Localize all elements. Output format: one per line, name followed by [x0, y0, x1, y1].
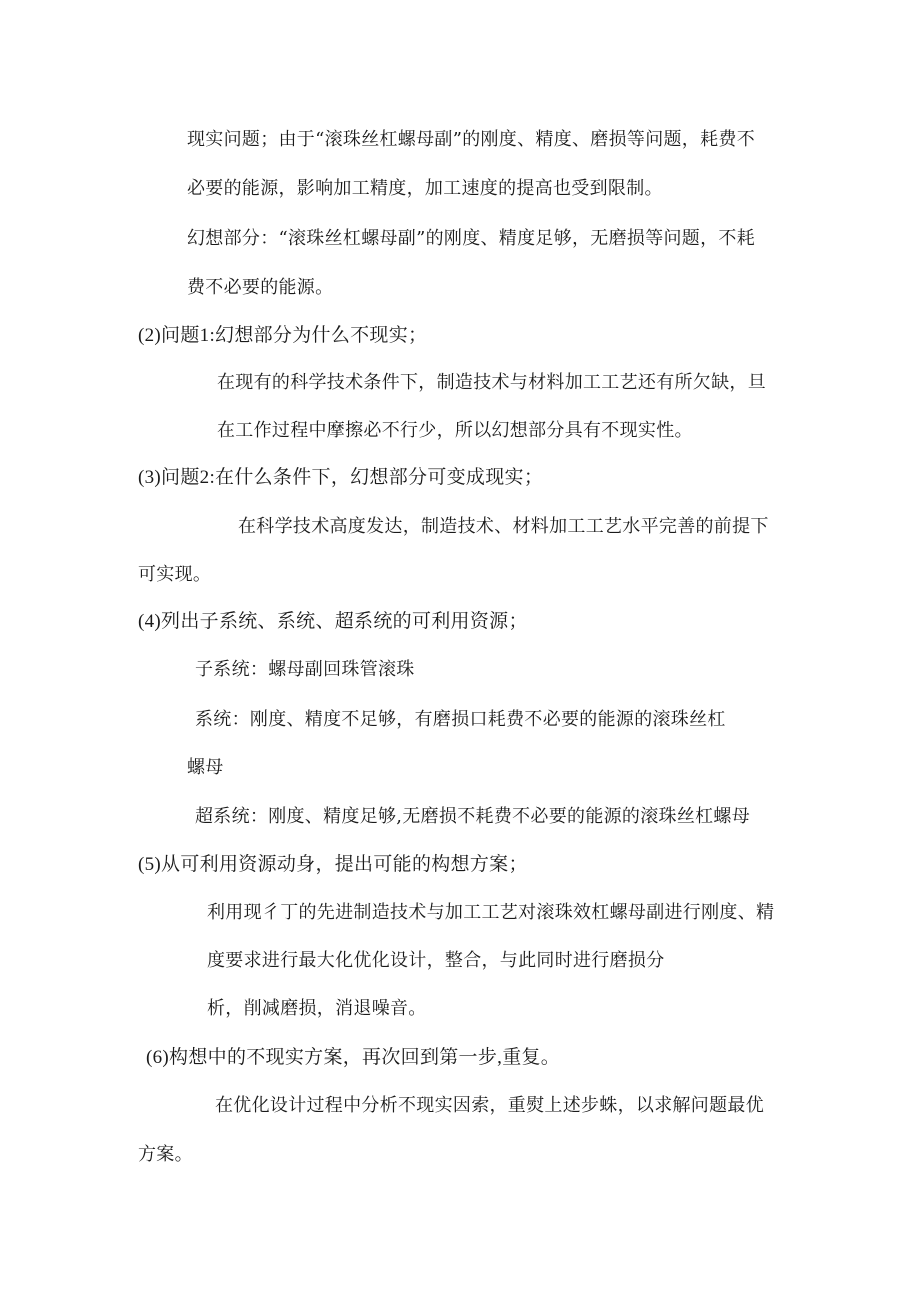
paragraph-line: 利用现彳丁的先进制造技术与加工工艺对滚珠效杠螺母副进行刚度、精 — [207, 902, 775, 923]
paragraph-line: 必要的能源，影响加工精度，加工速度的提高也受到限制。 — [187, 178, 663, 199]
paragraph-line: 在优化设计过程中分析不现实因索，重熨上述步蛛，以求解问题最优 — [215, 1095, 764, 1116]
paragraph-line: 系统：刚度、精度不足够，有磨损口耗费不必要的能源的滚珠丝杠 — [195, 709, 726, 730]
paragraph-line: 幻想部分：“滚珠丝杠螺母副”的刚度、精度足够，无磨损等问题，不耗 — [187, 228, 756, 249]
paragraph-line: 费不必要的能源。 — [187, 277, 334, 298]
section-heading: (6)构想中的不现实方案，再次回到第一步,重复。 — [146, 1047, 561, 1068]
paragraph-line: 在现有的科学技术条件下，制造技术与材料加工工艺还有所欠缺，旦 — [217, 372, 766, 393]
paragraph-line: 析，削减磨损，消退噪音。 — [207, 998, 427, 1019]
section-heading: (2)问题1:幻想部分为什么不现实； — [138, 325, 428, 346]
section-heading: (4)列出子系统、系统、超系统的可利用资源； — [138, 611, 528, 632]
paragraph-line: 子系统：螺母副回珠管滚珠 — [195, 659, 415, 680]
paragraph-line: 现实问题；由于“滚珠丝杠螺母副”的刚度、精度、磨损等问题，耗费不 — [187, 129, 756, 150]
section-heading: (3)问题2:在什么条件下，幻想部分可变成现实； — [138, 467, 544, 488]
section-heading: (5)从可利用资源动身，提出可能的构想方案； — [138, 854, 528, 875]
paragraph-line: 在科学技术高度发达，制造技术、材料加工工艺水平完善的前提下 — [238, 516, 769, 537]
paragraph-line: 可实现。 — [138, 564, 212, 585]
paragraph-line: 在工作过程中摩擦必不行少，所以幻想部分具有不现实性。 — [217, 420, 693, 441]
paragraph-line: 度要求进行最大化优化设计，整合，与此同时进行磨损分 — [207, 950, 665, 971]
paragraph-line: 超系统：刚度、精度足够,无磨损不耗费不必要的能源的滚珠丝杠螺母 — [195, 806, 751, 827]
paragraph-line: 方案。 — [138, 1144, 193, 1165]
paragraph-line: 螺母 — [187, 757, 224, 778]
